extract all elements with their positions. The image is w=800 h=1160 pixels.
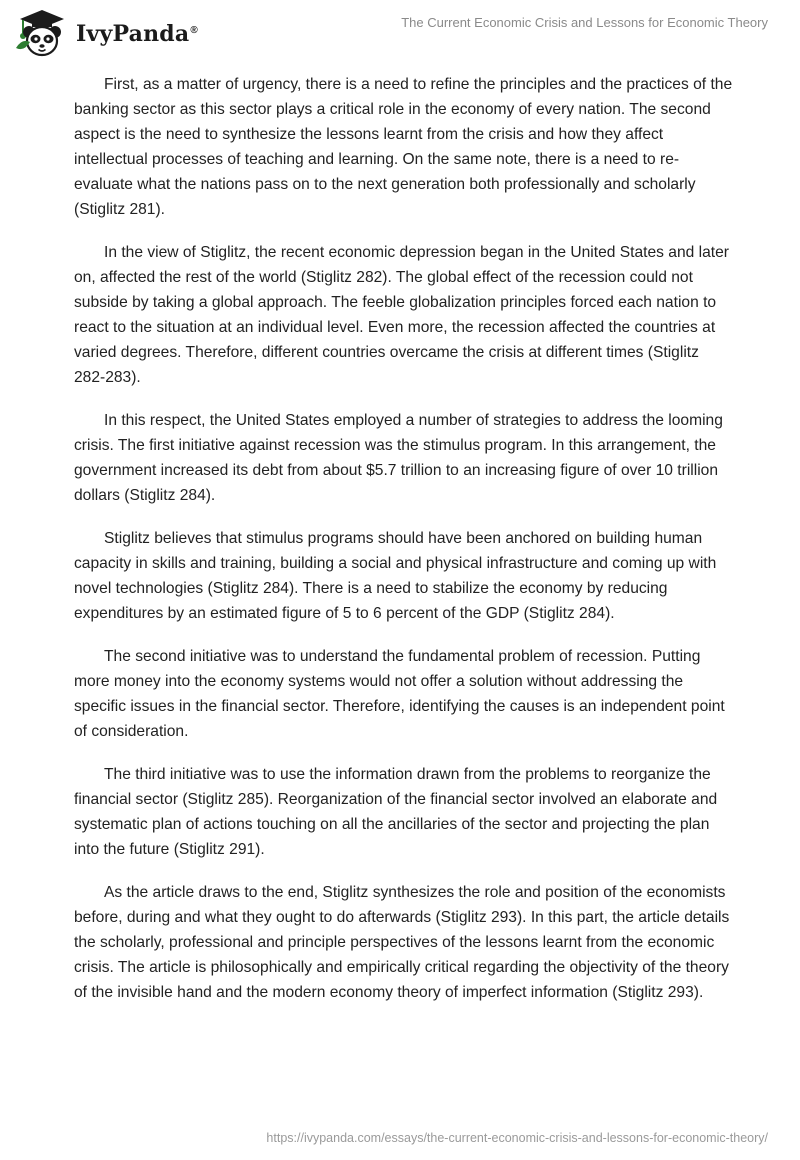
paragraph: As the article draws to the end, Stiglitz synthesizes the role and position of the economists before, during and what they ought to do afterwards (Stiglitz 293). In this part, the article details the scholarly, professional and principle perspectives of the lessons learnt from the economic crisis. The article is philosophically and empirically critical regarding the objectivity of the theory of the invisible hand and the modern economy theory of imperfect information (Stiglitz 293).	[74, 884, 730, 1001]
paragraph: The second initiative was to understand the fundamental problem of recession. Putting more money into the economy systems would not offer a solution without addressing the specific issues in the financial sector. Therefore, identifying the causes is an independent point of consideration.	[74, 648, 725, 740]
source-url[interactable]: https://ivypanda.com/essays/the-current-economic-crisis-and-lessons-for-economic-theory/	[266, 1131, 768, 1145]
panda-graduate-logo-icon	[14, 8, 70, 58]
logo-wordmark: IvyPanda®	[76, 21, 198, 47]
ivypanda-logo[interactable]	[14, 8, 198, 58]
paragraph: First, as a matter of urgency, there is a need to refine the principles and the practices of the banking sector as this sector plays a critical role in the economy of every nation. The second aspect is the need to synthesize the lessons learnt from the crisis and how they affect intellectual processes of teaching and learning. On the same note, there is a need to re-evaluate what the nations pass on to the next generation both professionally and scholarly (Stiglitz 281).	[74, 76, 733, 218]
paragraph: Stiglitz believes that stimulus programs should have been anchored on building human capacity in skills and training, building a social and physical infrastructure and coming up with novel technologies (Stiglitz 284). There is a need to stabilize the economy by reducing expenditures by an estimated figure of 5 to 6 percent of the GDP (Stiglitz 284).	[74, 530, 717, 622]
document-title: The Current Economic Crisis and Lessons for Economic Theory	[401, 15, 768, 30]
page-header	[0, 0, 800, 70]
paragraph: The third initiative was to use the information drawn from the problems to reorganize the financial sector (Stiglitz 285). Reorganization of the financial sector involved an elaborate and systematic plan of actions touching on all the ancillaries of the sector and projecting the plan into the future (Stiglitz 291).	[74, 766, 718, 858]
paragraph: In the view of Stiglitz, the recent economic depression began in the United States and later on, affected the rest of the world (Stiglitz 282). The global effect of the recession could not subside by taking a global approach. The feeble globalization principles forced each nation to react to the situation at an individual level. Even more, the recession affected the countries at varied degrees. Therefore, different countries overcame the crisis at different times (Stiglitz 282-283).	[74, 244, 729, 386]
registered-mark: ®	[190, 24, 198, 36]
paragraph: In this respect, the United States employed a number of strategies to address the looming crisis. The first initiative against recession was the stimulus program. In this arrangement, the government increased its debt from about $5.7 trillion to an increasing figure of over 10 trillion dollars (Stiglitz 284).	[74, 412, 723, 504]
essay-body	[74, 72, 734, 1023]
